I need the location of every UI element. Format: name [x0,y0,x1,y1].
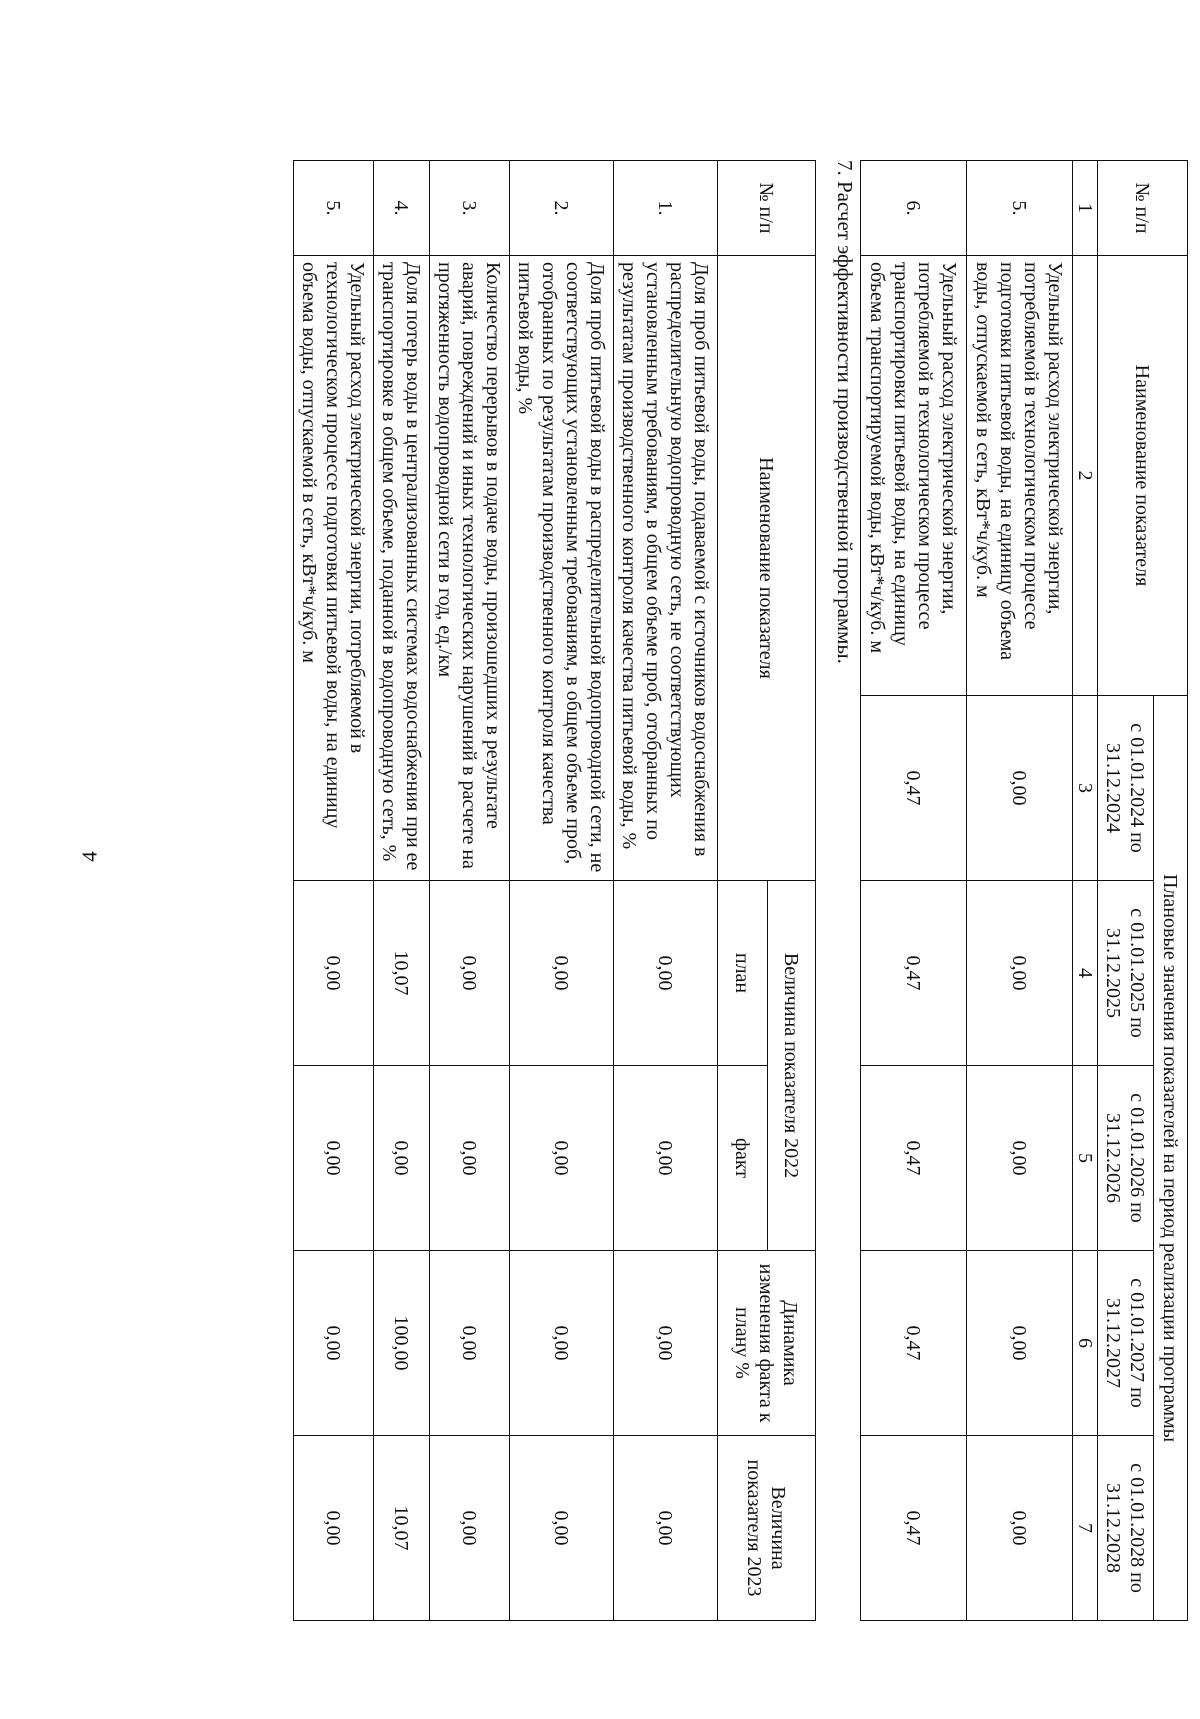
colnum-6: 6 [1073,1251,1098,1436]
row-value: 0,00 [967,696,1073,881]
row-value-2023: 0,00 [614,1436,718,1621]
row-name: Количество перерывов в подаче воды, произошедших в результате аварий, повреждений и иных технологических нарушений в расчете на протяженность водопроводной сети в год, ед./км [430,256,510,881]
planned-values-table [860,160,1188,1621]
row-name: Доля проб питьевой воды, подаваемой с источников водоснабжения в распределительную водопроводную сеть, не соответствующих установленным требованиям, в общем объеме проб, отобранных по результатам производственного контроля качества питьевой воды, % [614,256,718,881]
row-dynamics: 100,00 [374,1251,430,1436]
table-row [430,161,510,1621]
row-num: 4. [374,161,430,256]
header-plan: план [718,881,768,1066]
colnum-3: 3 [1073,696,1098,881]
row-value: 0,47 [861,1251,967,1436]
table-row [614,161,718,1621]
table-row [294,161,374,1621]
row-plan: 0,00 [430,881,510,1066]
row-fact: 0,00 [294,1066,374,1251]
row-num: 1. [614,161,718,256]
table-row [861,161,967,1621]
row-value: 0,00 [967,1251,1073,1436]
row-plan: 10,07 [374,881,430,1066]
row-plan: 0,00 [614,881,718,1066]
row-dynamics: 0,00 [614,1251,718,1436]
row-num: 6. [861,161,967,256]
rotated-landscape-content [215,120,1200,1620]
colnum-1: 1 [1073,161,1098,256]
header-value-2022: Величина показателя 2022 [768,881,816,1251]
row-value: 0,00 [967,1066,1073,1251]
row-value-2023: 0,00 [430,1436,510,1621]
row-value: 0,47 [861,696,967,881]
row-num: 5. [967,161,1073,256]
header-period-2024: с 01.01.2024 по 31.12.2024 [1098,696,1154,881]
row-value-2023: 0,00 [294,1436,374,1621]
table-row [510,161,614,1621]
header-period-2025: с 01.01.2025 по 31.12.2025 [1098,881,1154,1066]
row-fact: 0,00 [510,1066,614,1251]
row-plan: 0,00 [510,881,614,1066]
header-value-2023: Величина показателя 2023 [718,1436,816,1621]
column-number-row [1073,161,1098,1621]
section-heading: 7. Расчет эффективности производственной программы. [833,160,857,664]
colnum-5: 5 [1073,1066,1098,1251]
header-num: № п/п [1098,161,1188,256]
row-num: 2. [510,161,614,256]
row-plan: 0,00 [294,881,374,1066]
row-num: 5. [294,161,374,256]
colnum-7: 7 [1073,1436,1098,1621]
row-fact: 0,00 [430,1066,510,1251]
row-value: 0,47 [861,1066,967,1251]
row-name: Удельный расход электрической энергии, потребляемой в технологическом процессе подготовки питьевой воды, на единицу объема воды, отпускаемой в сеть, кВт*ч/куб. м [967,256,1073,696]
header-period-2028: с 01.01.2028 по 31.12.2028 [1098,1436,1154,1621]
header-period-2027: с 01.01.2027 по 31.12.2027 [1098,1251,1154,1436]
row-value: 0,00 [967,1436,1073,1621]
header-fact: факт [718,1066,768,1251]
header-period-group: Плановые значения показателей на период реализации программы [1154,696,1188,1621]
header-period-2026: с 01.01.2026 по 31.12.2026 [1098,1066,1154,1251]
row-value: 0,47 [861,881,967,1066]
table-row [967,161,1073,1621]
row-value: 0,47 [861,1436,967,1621]
row-name: Удельный расход электрической энергии, потребляемой в технологическом процессе транспортировки питьевой воды, на единицу объема транспортируемой воды, кВт*ч/куб. м [861,256,967,696]
page-number: 4 [77,851,102,862]
row-value: 0,00 [967,881,1073,1066]
row-fact: 0,00 [374,1066,430,1251]
header-dynamics: Динамика изменения факта к плану % [718,1251,816,1436]
table-row [374,161,430,1621]
row-num: 3. [430,161,510,256]
header-name: Наименование показателя [1098,256,1188,696]
row-name: Доля потерь воды в централизованных системах водоснабжения при ее транспортировке в общем объеме, поданной в водопроводную сеть, % [374,256,430,881]
row-dynamics: 0,00 [510,1251,614,1436]
row-value-2023: 0,00 [510,1436,614,1621]
header-name: Наименование показателя [718,256,816,881]
row-value-2023: 10,07 [374,1436,430,1621]
header-num: № п/п [718,161,816,256]
row-name: Доля проб питьевой воды в распределительной водопроводной сети, не соответствующих установленным требованиям, в общем объеме проб, отобранных по результатам производственного контроля качества питьевой воды, % [510,256,614,881]
row-name: Удельный расход электрической энергии, потребляемой в технологическом процессе подготовки питьевой воды, на единицу объема воды, отпускаемой в сеть, кВт*ч/куб. м [294,256,374,881]
colnum-2: 2 [1073,256,1098,696]
row-dynamics: 0,00 [430,1251,510,1436]
row-dynamics: 0,00 [294,1251,374,1436]
colnum-4: 4 [1073,881,1098,1066]
row-fact: 0,00 [614,1066,718,1251]
efficiency-table [293,160,816,1621]
